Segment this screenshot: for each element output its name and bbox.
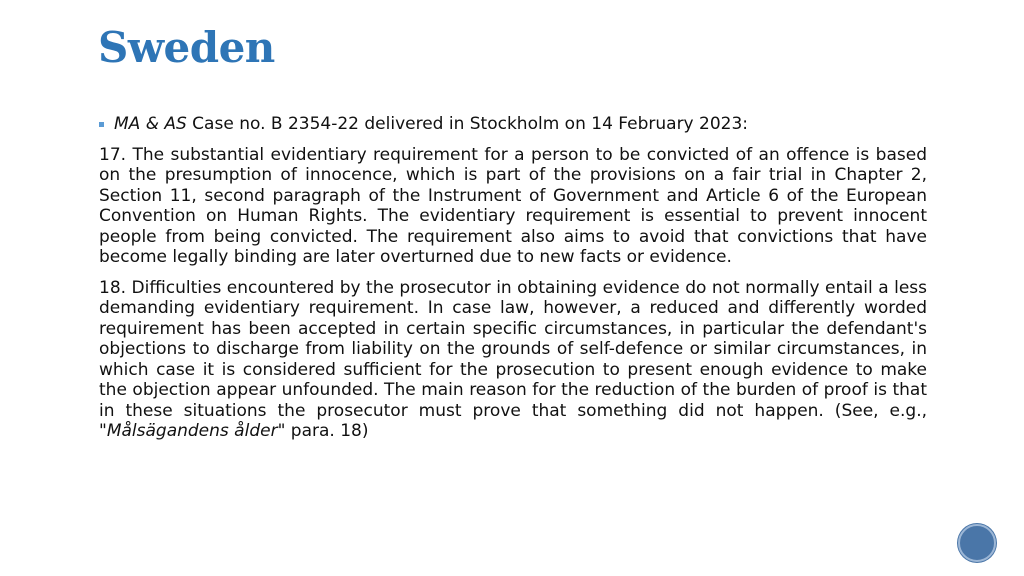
paragraph-18 [99, 278, 927, 442]
case-bullet [99, 114, 927, 135]
case-name: MA & AS [114, 114, 187, 134]
square-bullet-icon [99, 122, 104, 127]
case-heading [114, 114, 748, 134]
case-description: Case no. B 2354-22 delivered in Stockholm on 14 February 2023: [186, 114, 749, 134]
slide-number-badge [958, 524, 996, 562]
slide-content [99, 114, 927, 452]
case-reference: Målsägandens ålder [106, 421, 278, 441]
slide-title: Sweden [98, 23, 275, 72]
paragraph-17: 17. The substantial evidentiary requirement for a person to be convicted of an offence is based on the presumption of innocence, which is part of the provisions on a fair trial in Chapter 2, Section 11, second paragraph of the Instrument of Government and Article 6 of the European Convention on Human Rights. The evidentiary requirement is essential to prevent innocent people from being convicted. The requirement also aims to avoid that convictions that have become legally binding are later overturned due to new facts or evidence. [99, 144, 927, 267]
paragraph-18-text: 18. Difficulties encountered by the prosecutor in obtaining evidence do not normally entail a less demanding evidentiary requirement. In case law, however, a reduced and differently worded requirement has been accepted in certain specific circumstances, in particular the defendant's objections to discharge from liability on the grounds of self-defence or similar circumstances, in which case it is considered sufficient for the prosecution to present enough evidence to make the objection appear unfounded. The main reason for the reduction of the burden of proof is that in these situations the prosecutor must prove that something did not happen. (See, e.g., " [99, 277, 927, 441]
paragraph-18-end: " para. 18) [277, 421, 369, 441]
